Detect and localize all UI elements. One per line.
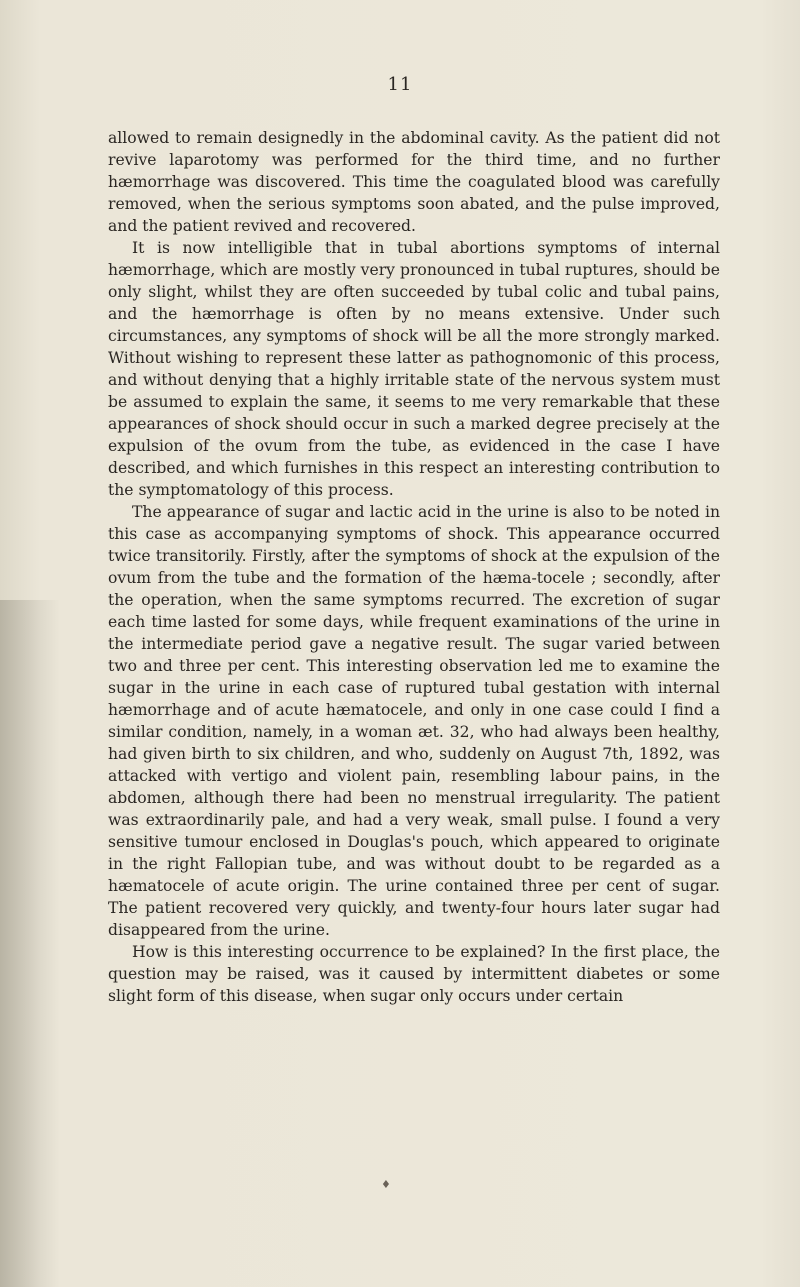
paragraph-1: allowed to remain designedly in the abdominal cavity. As the patient did not revive laparotomy was performed for the third time, and no further hæmorrhage was discovered. This time the coagulated blood was carefully removed, when the serious symptoms soon abated, and the pulse improved, and the patient revived and recovered.	[108, 129, 720, 235]
paragraph-4: How is this interesting occurrence to be explained? In the first place, the question may be raised, was it caused by intermittent diabetes or some slight form of this disease, when sugar only occurs under certain	[108, 943, 720, 1005]
printer-mark: ♦	[381, 1178, 391, 1191]
page-number: 11	[387, 74, 413, 95]
page-edge-shadow	[0, 600, 60, 1287]
body-text	[108, 127, 720, 1007]
paragraph-3: The appearance of sugar and lactic acid in the urine is also to be noted in this case as accompanying symptoms of shock. This appearance occurred twice transitorily. Firstly, after the symptoms of shock at the expulsion of the ovum from the tube and the formation of the hæma-tocele ; secondly, after the operation, when the same symptoms recurred. The excretion of sugar each time lasted for some days, while frequent examinations of the urine in the intermediate period gave a negative result. The sugar varied between two and three per cent. This interesting observation led me to examine the sugar in the urine in each case of ruptured tubal gestation with internal hæmorrhage and of acute hæmatocele, and only in one case could I find a similar condition, namely, in a woman æt. 32, who had always been healthy, had given birth to six children, and who, suddenly on August 7th, 1892, was attacked with vertigo and violent pain, resembling labour pains, in the abdomen, although there had been no menstrual irregularity. The patient was extraordinarily pale, and had a very weak, small pulse. I found a very sensitive tumour enclosed in Douglas's pouch, which appeared to originate in the right Fallopian tube, and was without doubt to be regarded as a hæmatocele of acute origin. The urine contained three per cent of sugar. The patient recovered very quickly, and twenty-four hours later sugar had disappeared from the urine.	[108, 503, 720, 939]
paragraph-2: It is now intelligible that in tubal abortions symptoms of internal hæmorrhage, which are mostly very pronounced in tubal ruptures, should be only slight, whilst they are often succeeded by tubal colic and tubal pains, and the hæmorrhage is often by no means extensive. Under such circumstances, any symptoms of shock will be all the more strongly marked. Without wishing to represent these latter as pathognomonic of this process, and without denying that a highly irritable state of the nervous system must be assumed to explain the same, it seems to me very remarkable that these appearances of shock should occur in such a marked degree precisely at the expulsion of the ovum from the tube, as evidenced in the case I have described, and which furnishes in this respect an interesting contribution to the symptomatology of this process.	[108, 239, 720, 499]
